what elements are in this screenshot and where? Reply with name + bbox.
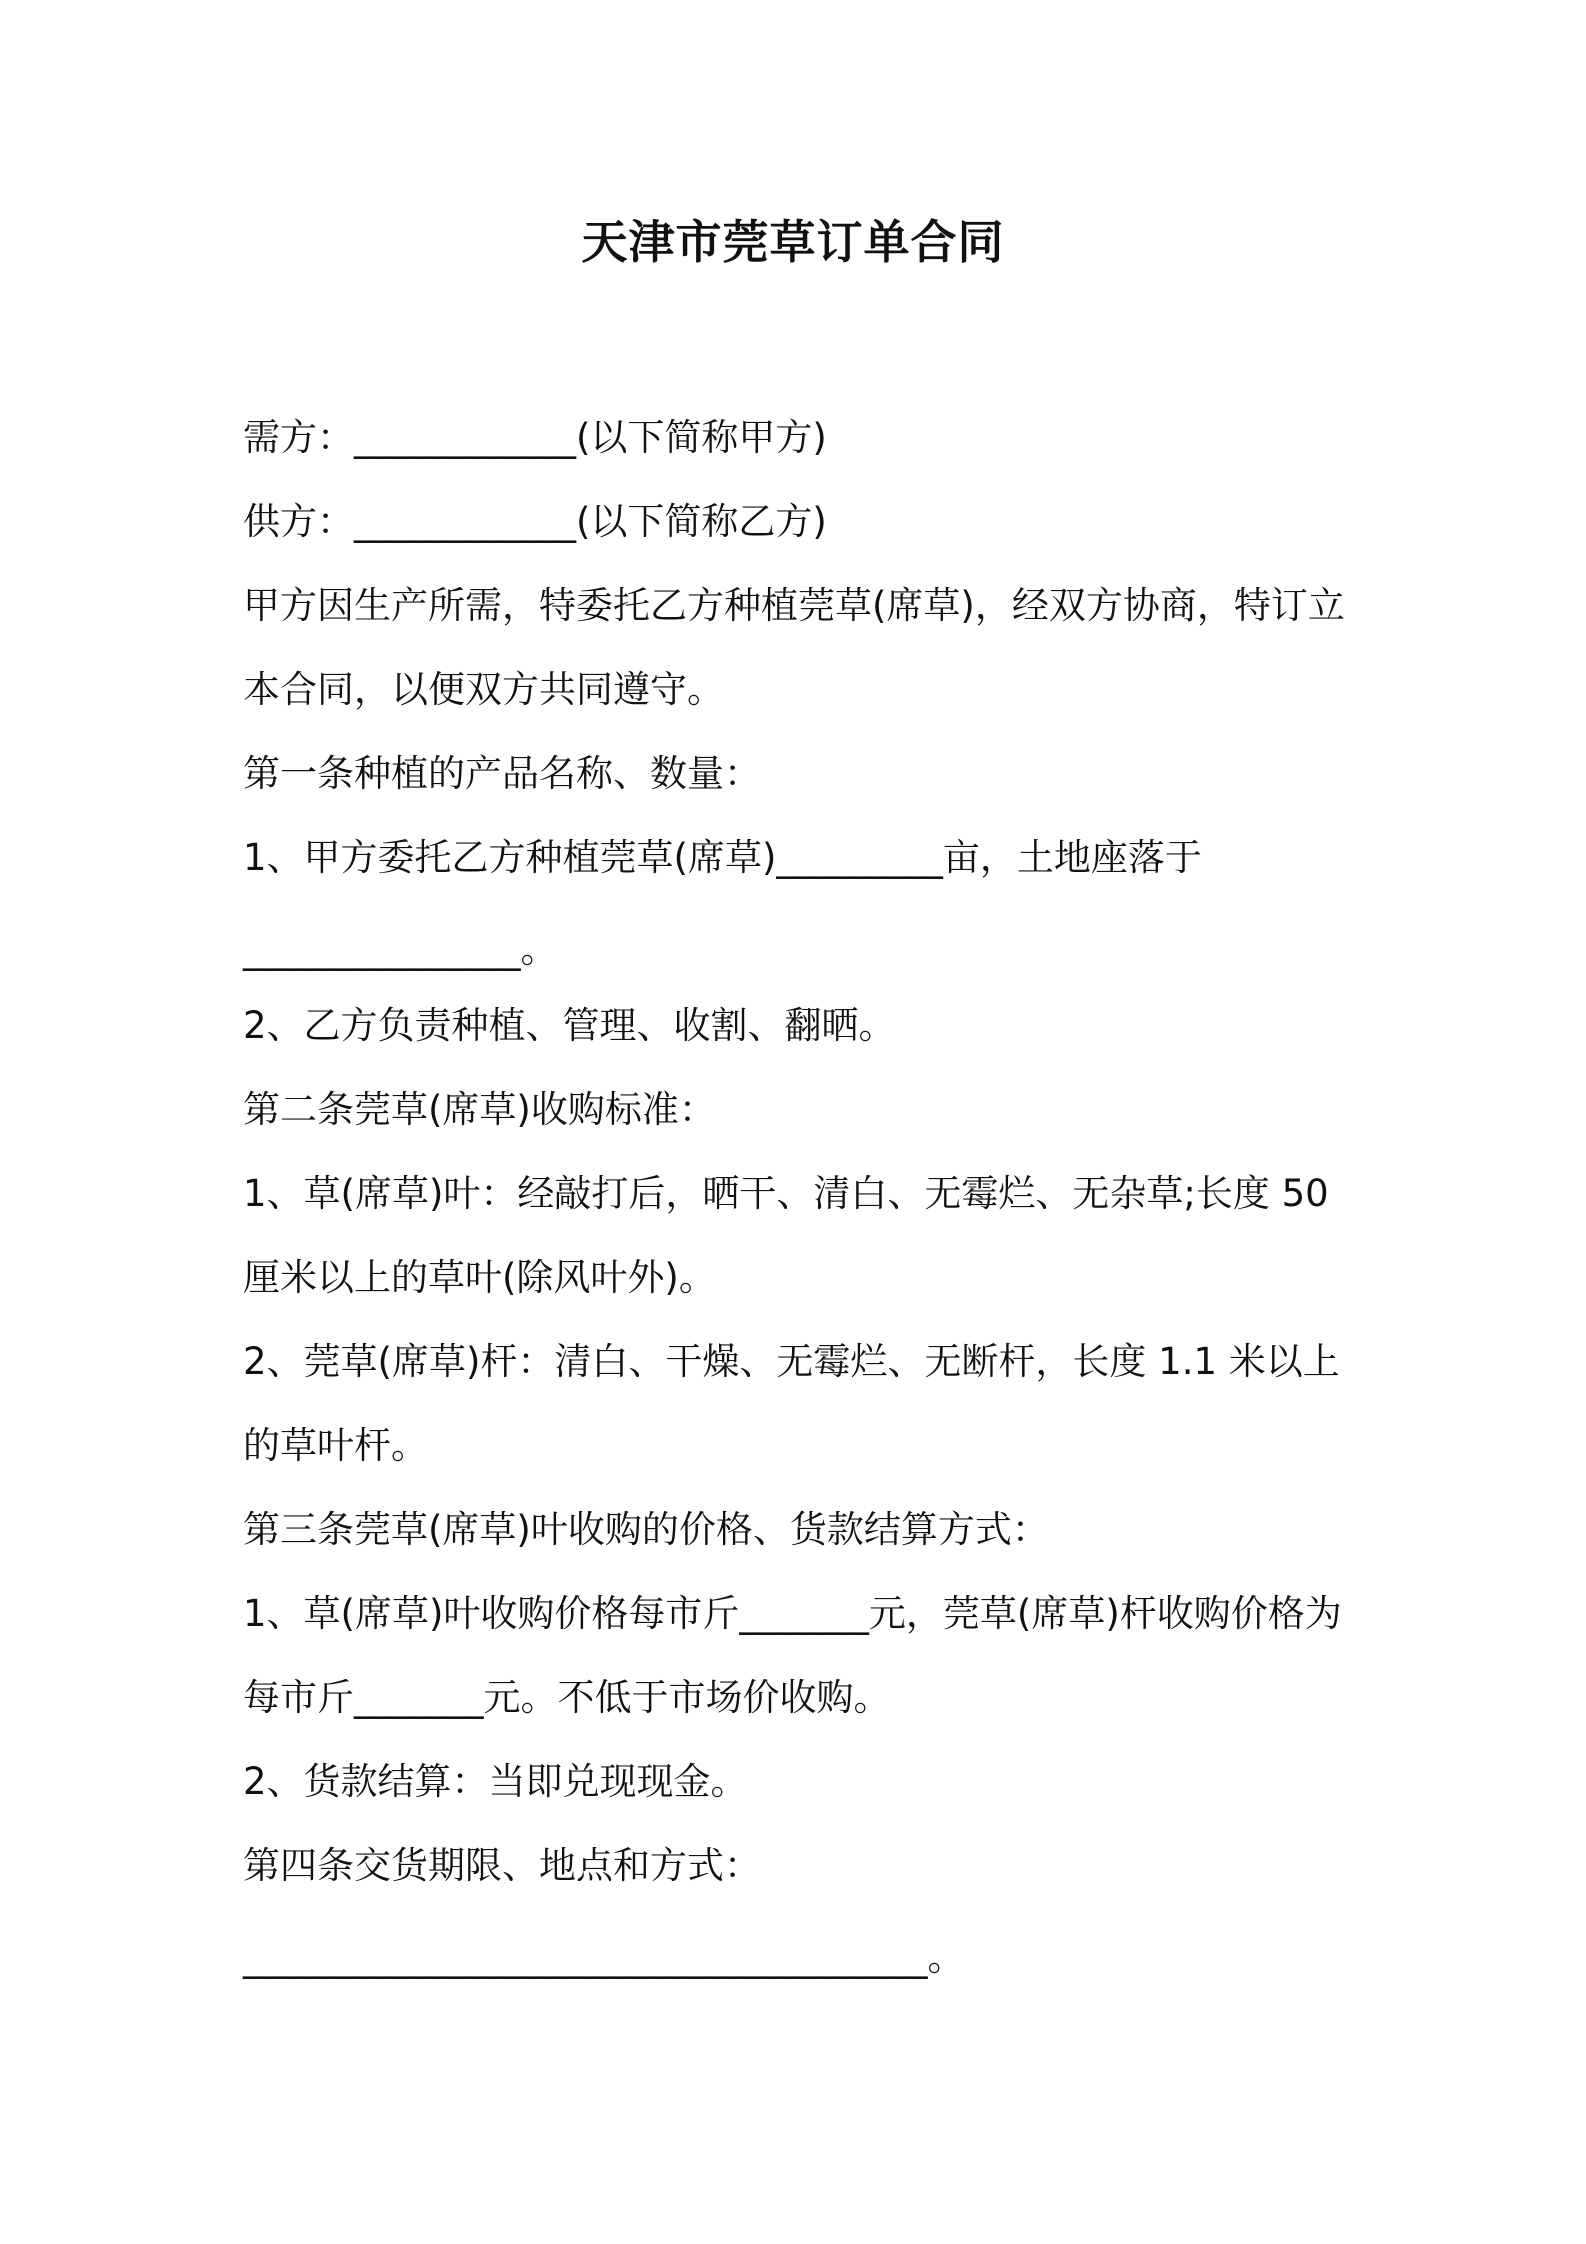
article-2-item-1-cont: 厘米以上的草叶(除风叶外)。 — [243, 1256, 716, 1299]
article-1-item-2: 2、乙方负责种植、管理、收割、翻晒。 — [243, 1004, 896, 1047]
article-3-item-2: 2、货款结算：当即兑现现金。 — [243, 1760, 748, 1803]
article-2-heading: 第二条莞草(席草)收购标准： — [243, 1088, 716, 1131]
preamble-line-1: 甲方因生产所需，特委托乙方种植莞草(席草)，经双方协商，特订立 — [243, 584, 1345, 627]
article-3-item-1-cont: 每市斤_______元。不低于市场价收购。 — [243, 1676, 891, 1719]
document-title: 天津市莞草订单合同 — [581, 215, 1005, 269]
article-4-blank: _____________________________________。 — [243, 1936, 965, 1979]
preamble-line-2: 本合同，以便双方共同遵守。 — [243, 668, 724, 711]
article-1-item-1: 1、甲方委托乙方种植莞草(席草)_________亩，土地座落于 — [243, 836, 1202, 879]
article-2-item-2: 2、莞草(席草)杆：清白、干燥、无霉烂、无断杆，长度 1.1 米以上 — [243, 1340, 1340, 1383]
article-4-heading: 第四条交货期限、地点和方式： — [243, 1844, 761, 1887]
party-b-line: 供方：____________(以下简称乙方) — [243, 500, 827, 543]
article-2-item-1: 1、草(席草)叶：经敲打后，晒干、清白、无霉烂、无杂草;长度 50 — [243, 1172, 1329, 1215]
party-a-line: 需方：____________(以下简称甲方) — [243, 416, 827, 459]
article-1-item-1-cont: _______________。 — [243, 928, 558, 971]
article-3-heading: 第三条莞草(席草)叶收购的价格、货款结算方式： — [243, 1508, 1049, 1551]
article-2-item-2-cont: 的草叶杆。 — [243, 1424, 428, 1467]
article-1-heading: 第一条种植的产品名称、数量： — [243, 752, 761, 795]
article-3-item-1: 1、草(席草)叶收购价格每市斤_______元，莞草(席草)杆收购价格为 — [243, 1592, 1342, 1635]
